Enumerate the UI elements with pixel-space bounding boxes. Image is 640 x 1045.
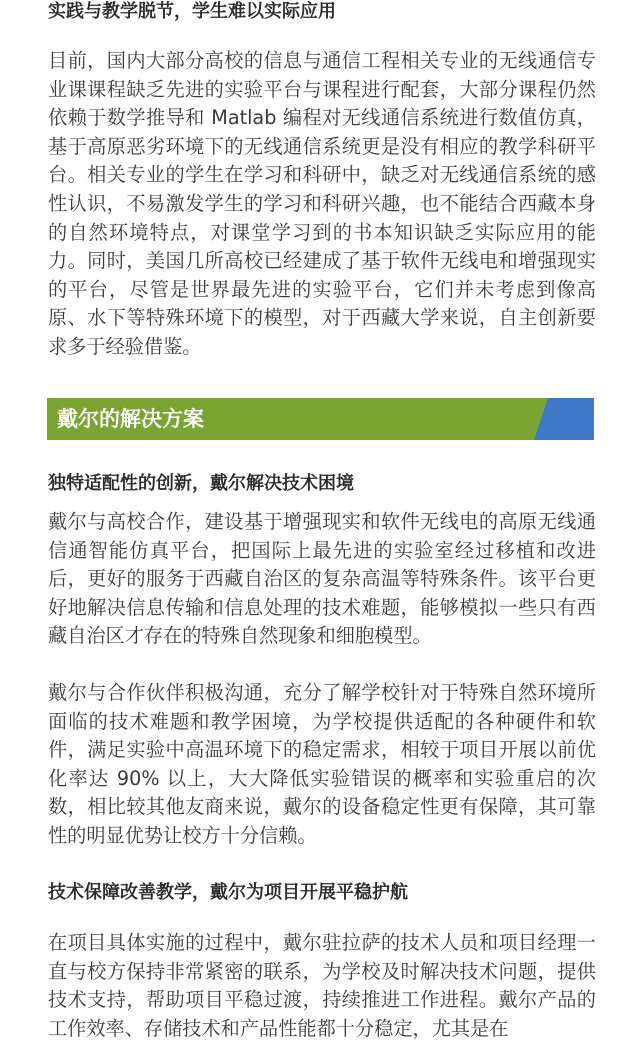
- paragraph-current-situation: 目前，国内大部分高校的信息与通信工程相关专业的无线通信专业课课程缺乏先进的实验平台与课程进行配套，大部分课程仍然依赖于数学推导和 Matlab 编程对无线通信系统进行数值仿真，基于高原恶劣环境下的无线通信系统更是没有相应的教学科研平台。相关专业的学生在学习和科研中，缺乏对无线通信系统的感性认识，不易激发学生的学习和科研兴趣，也不能结合西藏本身的自然环境特点，对课堂学习到的书本知识缺乏实际应用的能力。同时，美国几所高校已经建成了基于软件无线电和增强现实的平台，尽管是世界最先进的实验平台，它们并未考虑到像高原、水下等特殊环境下的模型，对于西藏大学来说，自主创新要求多于经验借鉴。: [48, 49, 596, 358]
- paragraph-dell-cooperation: 戴尔与高校合作，建设基于增强现实和软件无线电的高原无线通信通智能仿真平台，把国际上最先进的实验室经过移植和改进后，更好的服务于西藏自治区的复杂高温等特殊条件。该平台更好地解决信息传输和信息处理的技术难题，能够模拟一些只有西藏自治区才存在的特殊自然现象和细胞模型。: [48, 510, 596, 648]
- paragraph-project-implementation: 在项目具体实施的过程中，戴尔驻拉萨的技术人员和项目经理一直与校方保持非常紧密的联系，为学校及时解决技术问题，提供技术支持，帮助项目平稳过渡，持续推进工作进程。戴尔产品的工作效率、存储技术和产品性能都十分稳定，尤其是在: [48, 931, 596, 1040]
- banner-accent-stripe: [534, 398, 594, 440]
- paragraph-dell-partners: 戴尔与合作伙伴积极沟通，充分了解学校针对于特殊自然环境所面临的技术难题和教学困境，为学校提供适配的各种硬件和软件，满足实验中高温环境下的稳定需求，相较于项目开展以前优化率达 90% 以上，大大降低实验错误的概率和实验重启的次数，相比较其他友商来说，戴尔的设备稳定性更有保障，其可靠性的明显优势让校方十分信赖。: [48, 681, 596, 847]
- section-heading-innovation: 独特适配性的创新，戴尔解决技术困境: [48, 473, 354, 494]
- banner-accent-shape: [534, 398, 594, 440]
- banner-title: 戴尔的解决方案: [57, 407, 204, 431]
- solution-banner: [47, 398, 594, 440]
- section-heading-teaching-gap: 实践与教学脱节，学生难以实际应用: [48, 1, 336, 22]
- section-heading-tech-support: 技术保障改善教学，戴尔为项目开展平稳护航: [48, 882, 408, 903]
